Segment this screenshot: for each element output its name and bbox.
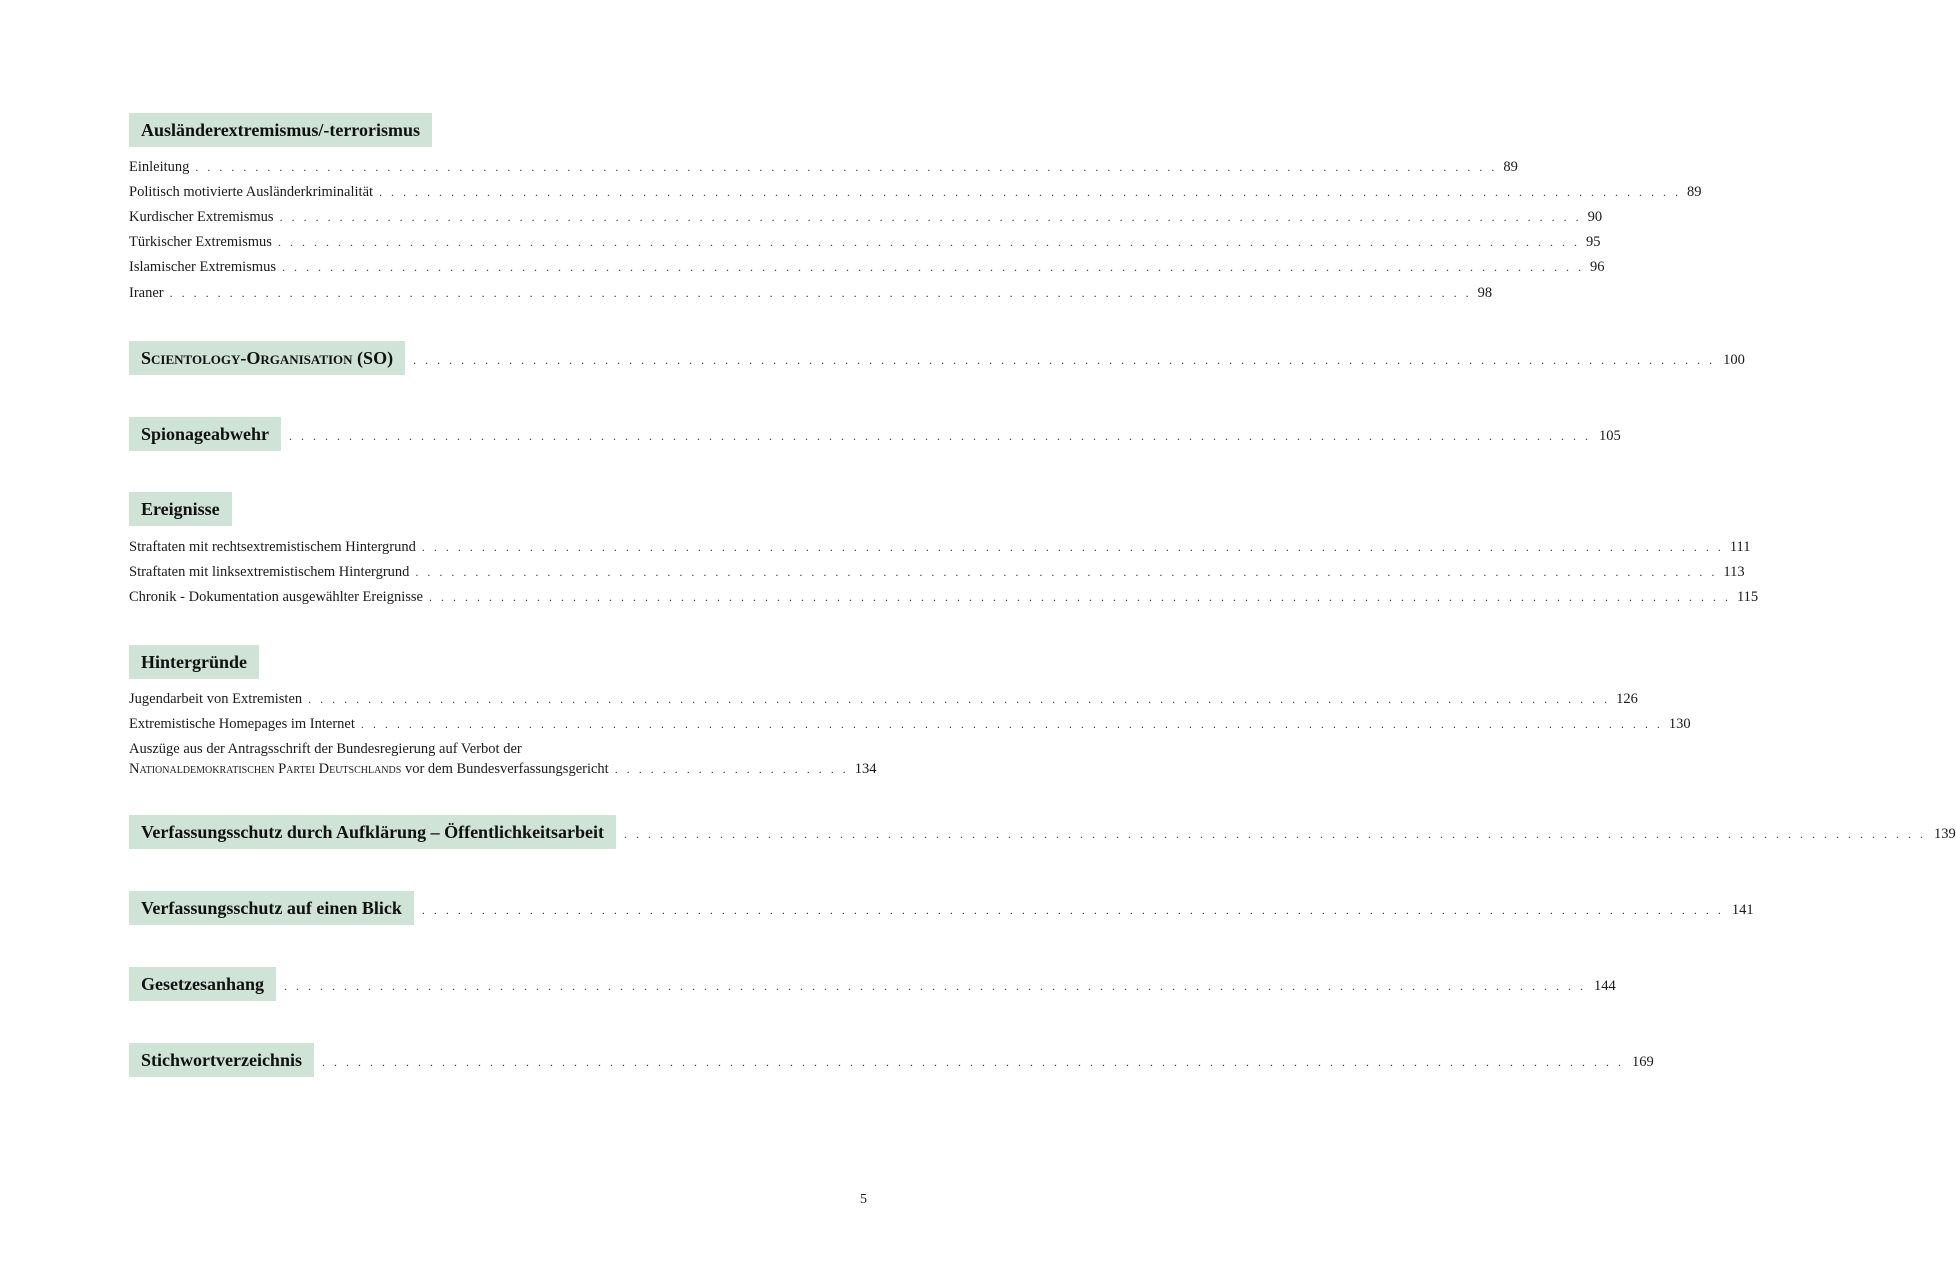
section-heading-scientology: Scientology-Organisation (SO): [129, 341, 405, 375]
toc-entry-title: Islamischer Extremismus: [129, 259, 276, 275]
toc-entry[interactable]: [129, 183, 1702, 201]
section-heading-ereignisse: Ereignisse: [129, 492, 232, 526]
dot-leader: [624, 827, 1926, 842]
dot-leader: [422, 538, 1724, 556]
dot-leader: [282, 258, 1584, 276]
toc-entry-multiline[interactable]: [129, 739, 877, 779]
toc-section-aufklaerung[interactable]: [129, 815, 1956, 849]
section-page: 144: [1594, 977, 1616, 994]
section-heading-gesetz: Gesetzesanhang: [129, 967, 276, 1001]
toc-entry[interactable]: [129, 563, 1745, 581]
toc-entry[interactable]: [129, 208, 1603, 226]
toc-entry-page: 115: [1736, 589, 1759, 605]
toc-section-scientology[interactable]: [129, 341, 1745, 375]
toc-entry-title: Chronik - Dokumentation ausgewählter Ereignisse: [129, 589, 423, 605]
dot-leader: [379, 183, 1681, 201]
toc-entry[interactable]: [129, 690, 1638, 708]
dot-leader: . . . . . . . . . . . . . . . . . . . .: [614, 762, 849, 776]
dot-leader: [413, 353, 1715, 368]
party-name: Nationaldemokratischen Partei Deutschlands: [129, 761, 402, 777]
toc-entry[interactable]: [129, 715, 1691, 733]
toc-entry-page: 126: [1616, 691, 1638, 707]
toc-entry-line1: Auszüge aus der Antragsschrift der Bundesregierung auf Verbot der: [129, 741, 522, 757]
toc-entry-title: Straftaten mit rechtsextremistischem Hintergrund: [129, 539, 416, 555]
toc-entry-title: Jugendarbeit von Extremisten: [129, 691, 303, 707]
toc-entry-page: 113: [1723, 564, 1745, 580]
section-page: 100: [1723, 351, 1745, 368]
dot-leader: [308, 690, 1610, 708]
dot-leader: [429, 588, 1731, 606]
toc-entry-title: Türkischer Extremismus: [129, 234, 272, 250]
toc-entry-page: 96: [1589, 259, 1605, 275]
toc-section-spionage[interactable]: [129, 417, 1621, 451]
toc-entry-page: 111: [1729, 539, 1751, 555]
section-page: 139: [1934, 825, 1956, 842]
section-heading-blick: Verfassungsschutz auf einen Blick: [129, 891, 414, 925]
toc-entry-line2-text: [129, 759, 609, 779]
toc-entry-title: Straftaten mit linksextremistischem Hintergrund: [129, 564, 410, 580]
toc-entry-title: Einleitung: [129, 159, 190, 175]
toc-entry-page: 90: [1587, 209, 1603, 225]
dot-leader: [361, 715, 1663, 733]
toc-section-gesetz[interactable]: [129, 967, 1616, 1001]
toc-entry[interactable]: [129, 158, 1518, 176]
toc-entry-page: 95: [1585, 234, 1601, 250]
toc-entry-line2: [129, 759, 877, 779]
toc-entry[interactable]: [129, 538, 1751, 556]
dot-leader: [280, 208, 1582, 226]
toc-entry-title: Politisch motivierte Ausländerkriminalität: [129, 184, 374, 200]
section-heading-aufklaerung: Verfassungsschutz durch Aufklärung – Öffentlichkeitsarbeit: [129, 815, 616, 849]
dot-leader: [415, 563, 1717, 581]
toc-entry-page: 130: [1668, 716, 1691, 732]
toc-entry[interactable]: [129, 284, 1493, 302]
section-heading-auslaender: Ausländerextremismus/-terrorismus: [129, 113, 432, 147]
toc-entry-page: 89: [1503, 159, 1518, 175]
dot-leader: [284, 979, 1586, 994]
dot-leader: [278, 233, 1580, 251]
toc-entry[interactable]: [129, 233, 1601, 251]
dot-leader: [289, 429, 1591, 444]
toc-entry-page: 89: [1687, 184, 1702, 200]
dot-leader: [170, 284, 1472, 302]
section-heading-spionage: Spionageabwehr: [129, 417, 281, 451]
toc-entry-line2-rest: vor dem Bundesverfassungsgericht: [401, 761, 609, 777]
section-page: 141: [1731, 901, 1754, 918]
section-heading-hintergruende: Hintergründe: [129, 645, 259, 679]
toc-entry[interactable]: [129, 258, 1605, 276]
page-number: 5: [860, 1192, 867, 1207]
toc-entry-title: Extremistische Homepages im Internet: [129, 716, 355, 732]
toc-section-blick[interactable]: [129, 891, 1754, 925]
toc-entry-title: Kurdischer Extremismus: [129, 209, 274, 225]
dot-leader: [195, 158, 1497, 176]
section-page: 169: [1631, 1053, 1654, 1070]
dot-leader: [322, 1055, 1624, 1070]
section-heading-stichwort: Stichwortverzeichnis: [129, 1043, 314, 1077]
toc-entry-page: 98: [1477, 285, 1493, 301]
dot-leader: [422, 903, 1724, 918]
toc-entry-page: 134: [854, 761, 877, 777]
section-page: 105: [1599, 427, 1621, 444]
toc-entry[interactable]: [129, 588, 1759, 606]
toc-section-stichwort[interactable]: [129, 1043, 1654, 1077]
toc-entry-title: Iraner: [129, 285, 164, 301]
